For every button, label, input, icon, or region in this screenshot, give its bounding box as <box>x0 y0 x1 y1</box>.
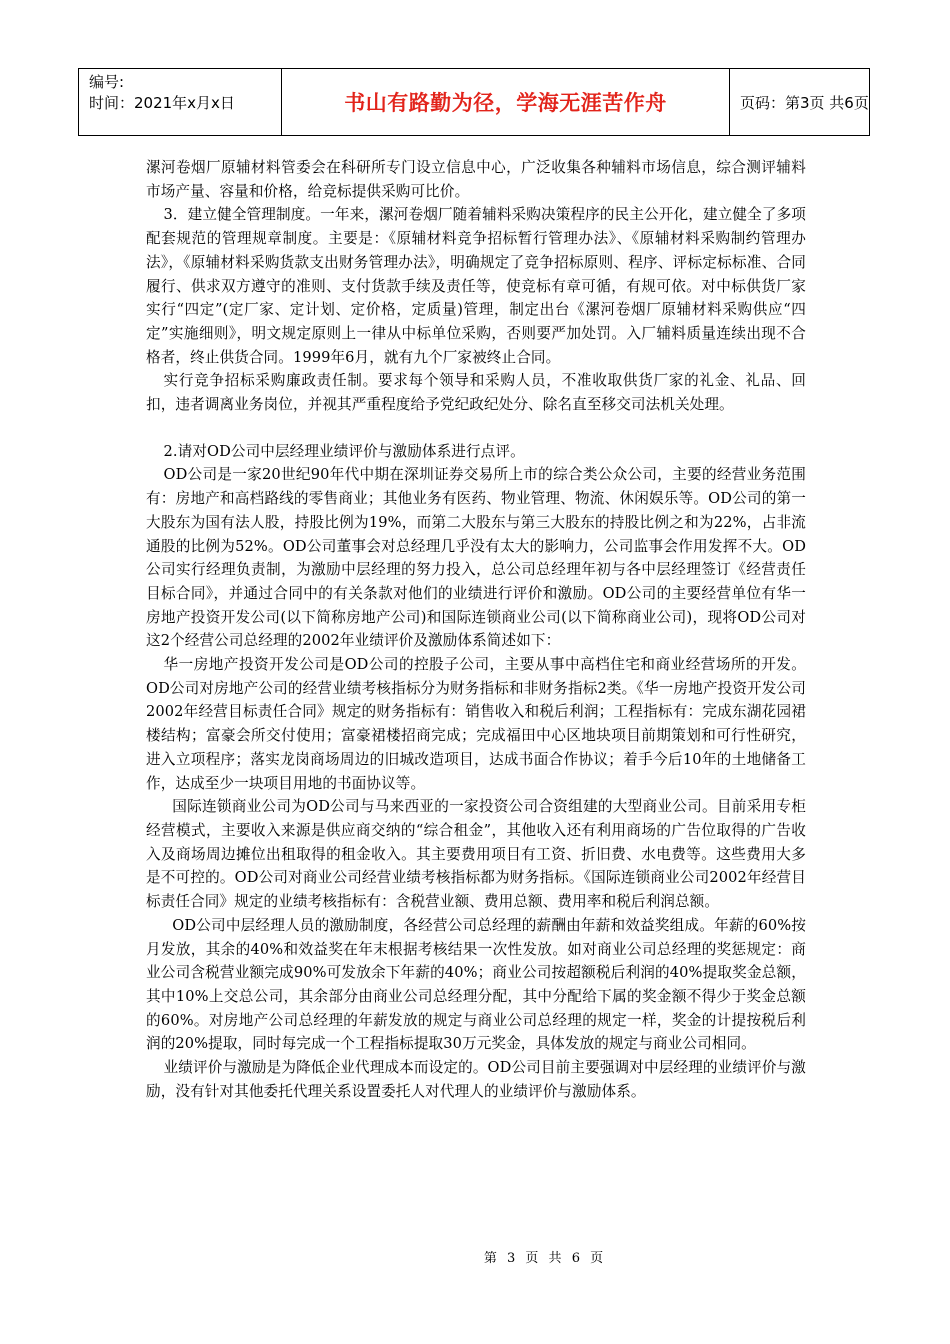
paragraph: 业绩评价与激励是为降低企业代理成本而设定的。OD公司目前主要强调对中层经理的业绩评价与激励，没有针对其他委托代理关系设置委托人对代理人的业绩评价与激励体系。 <box>146 1059 806 1100</box>
paragraph: 漯河卷烟厂原辅材料管委会在科研所专门设立信息中心，广泛收集各种辅料市场信息，综合测评辅料市场产量、容量和价格，给竞标提供采购可比价。 <box>146 159 806 200</box>
header-left-cell <box>79 69 282 135</box>
header-page-info: 页码：第3页 共6页 <box>740 93 869 112</box>
number-label: 编号: <box>89 73 125 91</box>
document-header <box>78 68 870 136</box>
time-label: 时间：2021年x月x日 <box>89 94 235 112</box>
paragraph: 实行竞争招标采购廉政责任制。要求每个领导和采购人员，不准收取供货厂家的礼金、礼品、回扣，违者调离业务岗位，并视其严重程度给予党纪政纪处分、除名直至移交司法机关处理。 <box>146 372 806 414</box>
document-body <box>146 156 806 1103</box>
page-footer: 第 3 页 共 6 页 <box>483 1251 607 1266</box>
question-heading: 2.请对OD公司中层经理业绩评价与激励体系进行点评。 <box>163 442 525 460</box>
header-motto: 书山有路勤为径，学海无涯苦作舟 <box>282 69 730 135</box>
paragraph: 国际连锁商业公司为OD公司与马来西亚的一家投资公司合资组建的大型商业公司。目前采用专柜经营模式，主要收入来源是供应商交纳的“综合租金”，其他收入还有利用商场的广告位取得的广告收入及商场周边摊位出租取得的租金收入。其主要费用项目有工资、折旧费、水电费等。这些费用大多是不可控的。OD公司对商业公司经营业绩考核指标都为财务指标。《国际连锁商业公司2002年经营目标责任合同》规定的业绩考核指标有：含税营业额、费用总额、费用率和税后利润总额。 <box>146 798 806 911</box>
paragraph: OD公司中层经理人员的激励制度，各经营公司总经理的薪酬由年薪和效益奖组成。年薪的60%按月发放，其余的40%和效益奖在年末根据考核结果一次性发放。如对商业公司总经理的奖惩规定：商业公司含税营业额完成90%可发放余下年薪的40%；商业公司按超额税后利润的40%提取奖金总额，其中10%上交总公司，其余部分由商业公司总经理分配，其中分配给下属的奖金额不得少于奖金总额的60%。对房地产公司总经理的年薪发放的规定与商业公司总经理的规定一样，奖金的计提按税后利润的20%提取，同时每完成一个工程指标提取30万元奖金，具体发放的规定与商业公司相同。 <box>146 916 806 1053</box>
paragraph: 华一房地产投资开发公司是OD公司的控股子公司，主要从事中高档住宅和商业经营场所的开发。OD公司对房地产公司的经营业绩考核指标分为财务指标和非财务指标2类。《华一房地产投资开发公司2002年经营目标责任合同》规定的财务指标有：销售收入和税后利润；工程指标有：完成东湖花园裙楼结构；富豪会所交付使用；富豪裙楼招商完成；完成福田中心区地块项目前期策划和可行性研究，进入立项程序；落实龙岗商场周边的旧城改造项目，达成书面合作协议；着手今后10年的土地储备工作，达成至少一块项目用地的书面协议等。 <box>146 656 806 792</box>
paragraph: 3．建立健全管理制度。一年来，漯河卷烟厂随着辅料采购决策程序的民主公开化，建立健全了多项配套规范的管理规章制度。主要是：《原辅材料竞争招标暂行管理办法》、《原辅材料采购制约管理办法》，《原辅材料采购货款支出财务管理办法》，明确规定了竞争招标原则、程序、评标定标标准、合同履行、供求双方遵守的准则、支付货款手续及责任等，使竞标有章可循，有规可依。对中标供货厂家实行“四定”(定厂家、定计划、定价格，定质量)管理，制定出台《漯河卷烟厂原辅材料采购供应“四定”实施细则》，明文规定原则上一律从中标单位采购，否则要严加处罚。入厂辅料质量连续出现不合格者，终止供货合同。1999年6月，就有九个厂家被终止合同。 <box>146 206 806 366</box>
paragraph: OD公司是一家20世纪90年代中期在深圳证券交易所上市的综合类公众公司，主要的经营业务范围有：房地产和高档路线的零售商业；其他业务有医药、物业管理、物流、休闲娱乐等。OD公司的第一大股东为国有法人股，持股比例为19%，而第二大股东与第三大股东的持股比例之和为22%，占非流通股的比例为52%。OD公司董事会对总经理几乎没有太大的影响力，公司监事会作用发挥不大。OD公司实行经理负责制，为激励中层经理的努力投入，总公司总经理年初与各中层经理签订《经营责任目标合同》，并通过合同中的有关条款对他们的业绩进行评价和激励。OD公司的主要经营单位有华一房地产投资开发公司(以下简称房地产公司)和国际连锁商业公司(以下简称商业公司)，现将OD公司对这2个经营公司总经理的2002年业绩评价及激励体系简述如下： <box>146 466 806 650</box>
